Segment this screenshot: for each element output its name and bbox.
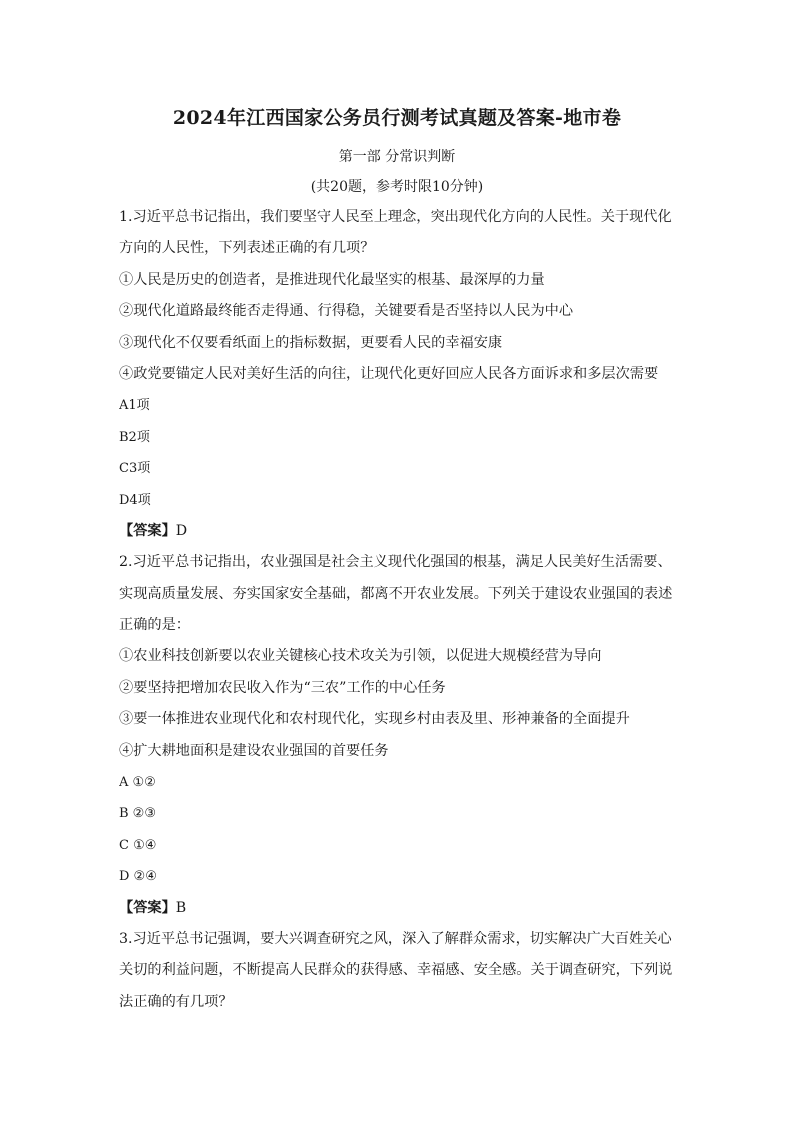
question-3-stem-line-2: 关切的利益问题，不断提高人民群众的获得感、幸福感、安全感。关于调查研究，下列说 [119, 962, 673, 979]
question-1-statement-4: ④政党要锚定人民对美好生活的向往，让现代化更好回应人民各方面诉求和多层次需要 [119, 365, 659, 382]
question-2-option-c: C ①④ [119, 837, 157, 853]
question-1-answer [119, 516, 679, 547]
question-2-statement-3: ③要一体推进农业现代化和农村现代化，实现乡村由表及里、形神兼备的全面提升 [119, 711, 630, 728]
question-2-statement-2: ②要坚持把增加农民收入作为“三农”工作的中心任务 [119, 679, 446, 696]
question-2-stem-line-2: 实现高质量发展、夯实国家安全基础，都离不开农业发展。下列关于建设农业强国的表述 [119, 585, 673, 602]
question-1-statement-3: ③现代化不仅要看纸面上的指标数据，更要看人民的幸福安康 [119, 334, 503, 351]
question-1-stem-line-1: 1.习近平总书记指出，我们要坚守人民至上理念，突出现代化方向的人民性。关于现代化 [119, 209, 672, 225]
question-1-option-a: A1项 [119, 398, 150, 414]
answer-value: D [175, 522, 188, 539]
question-3-stem-line-3: 法正确的有几项？ [119, 993, 233, 1010]
answer-label: 【答案】 [119, 522, 176, 539]
question-2-option-d: D ②④ [119, 869, 157, 885]
question-1-statement-2: ②现代化道路最终能否走得通、行得稳，关键要看是否坚持以人民为中心 [119, 303, 574, 320]
question-1-option-d: D4项 [119, 492, 151, 508]
question-2-statement-1: ①农业科技创新要以农业关键核心技术攻关为引领，以促进大规模经营为导向 [119, 648, 602, 665]
question-1-option-c: C3项 [119, 461, 151, 477]
question-1-stem-line-2: 方向的人民性，下列表述正确的有几项？ [119, 240, 375, 257]
time-note: (共20题，参考时限10分钟) [310, 179, 484, 195]
question-2-answer [119, 893, 679, 924]
question-1-option-b: B2项 [119, 429, 150, 445]
document-body [119, 202, 679, 1018]
question-2-option-a: A ①② [119, 775, 156, 791]
question-1-statement-1: ①人民是历史的创造者，是推进现代化最坚实的根基、最深厚的力量 [119, 271, 545, 288]
question-3-stem-line-1: 3.习近平总书记强调，要大兴调查研究之风，深入了解群众需求，切实解决广大百姓关心 [119, 930, 672, 947]
answer-label: 【答案】 [119, 899, 176, 916]
answer-value: B [175, 899, 187, 916]
document-title: 2024年江西国家公务员行测考试真题及答案-地市卷 [172, 107, 622, 129]
question-2-stem-line-3: 正确的是： [119, 617, 190, 634]
question-2-option-b: B ②③ [119, 806, 156, 822]
question-2-stem-line-1: 2.习近平总书记指出，农业强国是社会主义现代化强国的根基，满足人民美好生活需要、 [119, 554, 672, 571]
section-heading: 第一部 分常识判断 [338, 149, 456, 165]
question-2-statement-4: ④扩大耕地面积是建设农业强国的首要任务 [119, 742, 389, 759]
